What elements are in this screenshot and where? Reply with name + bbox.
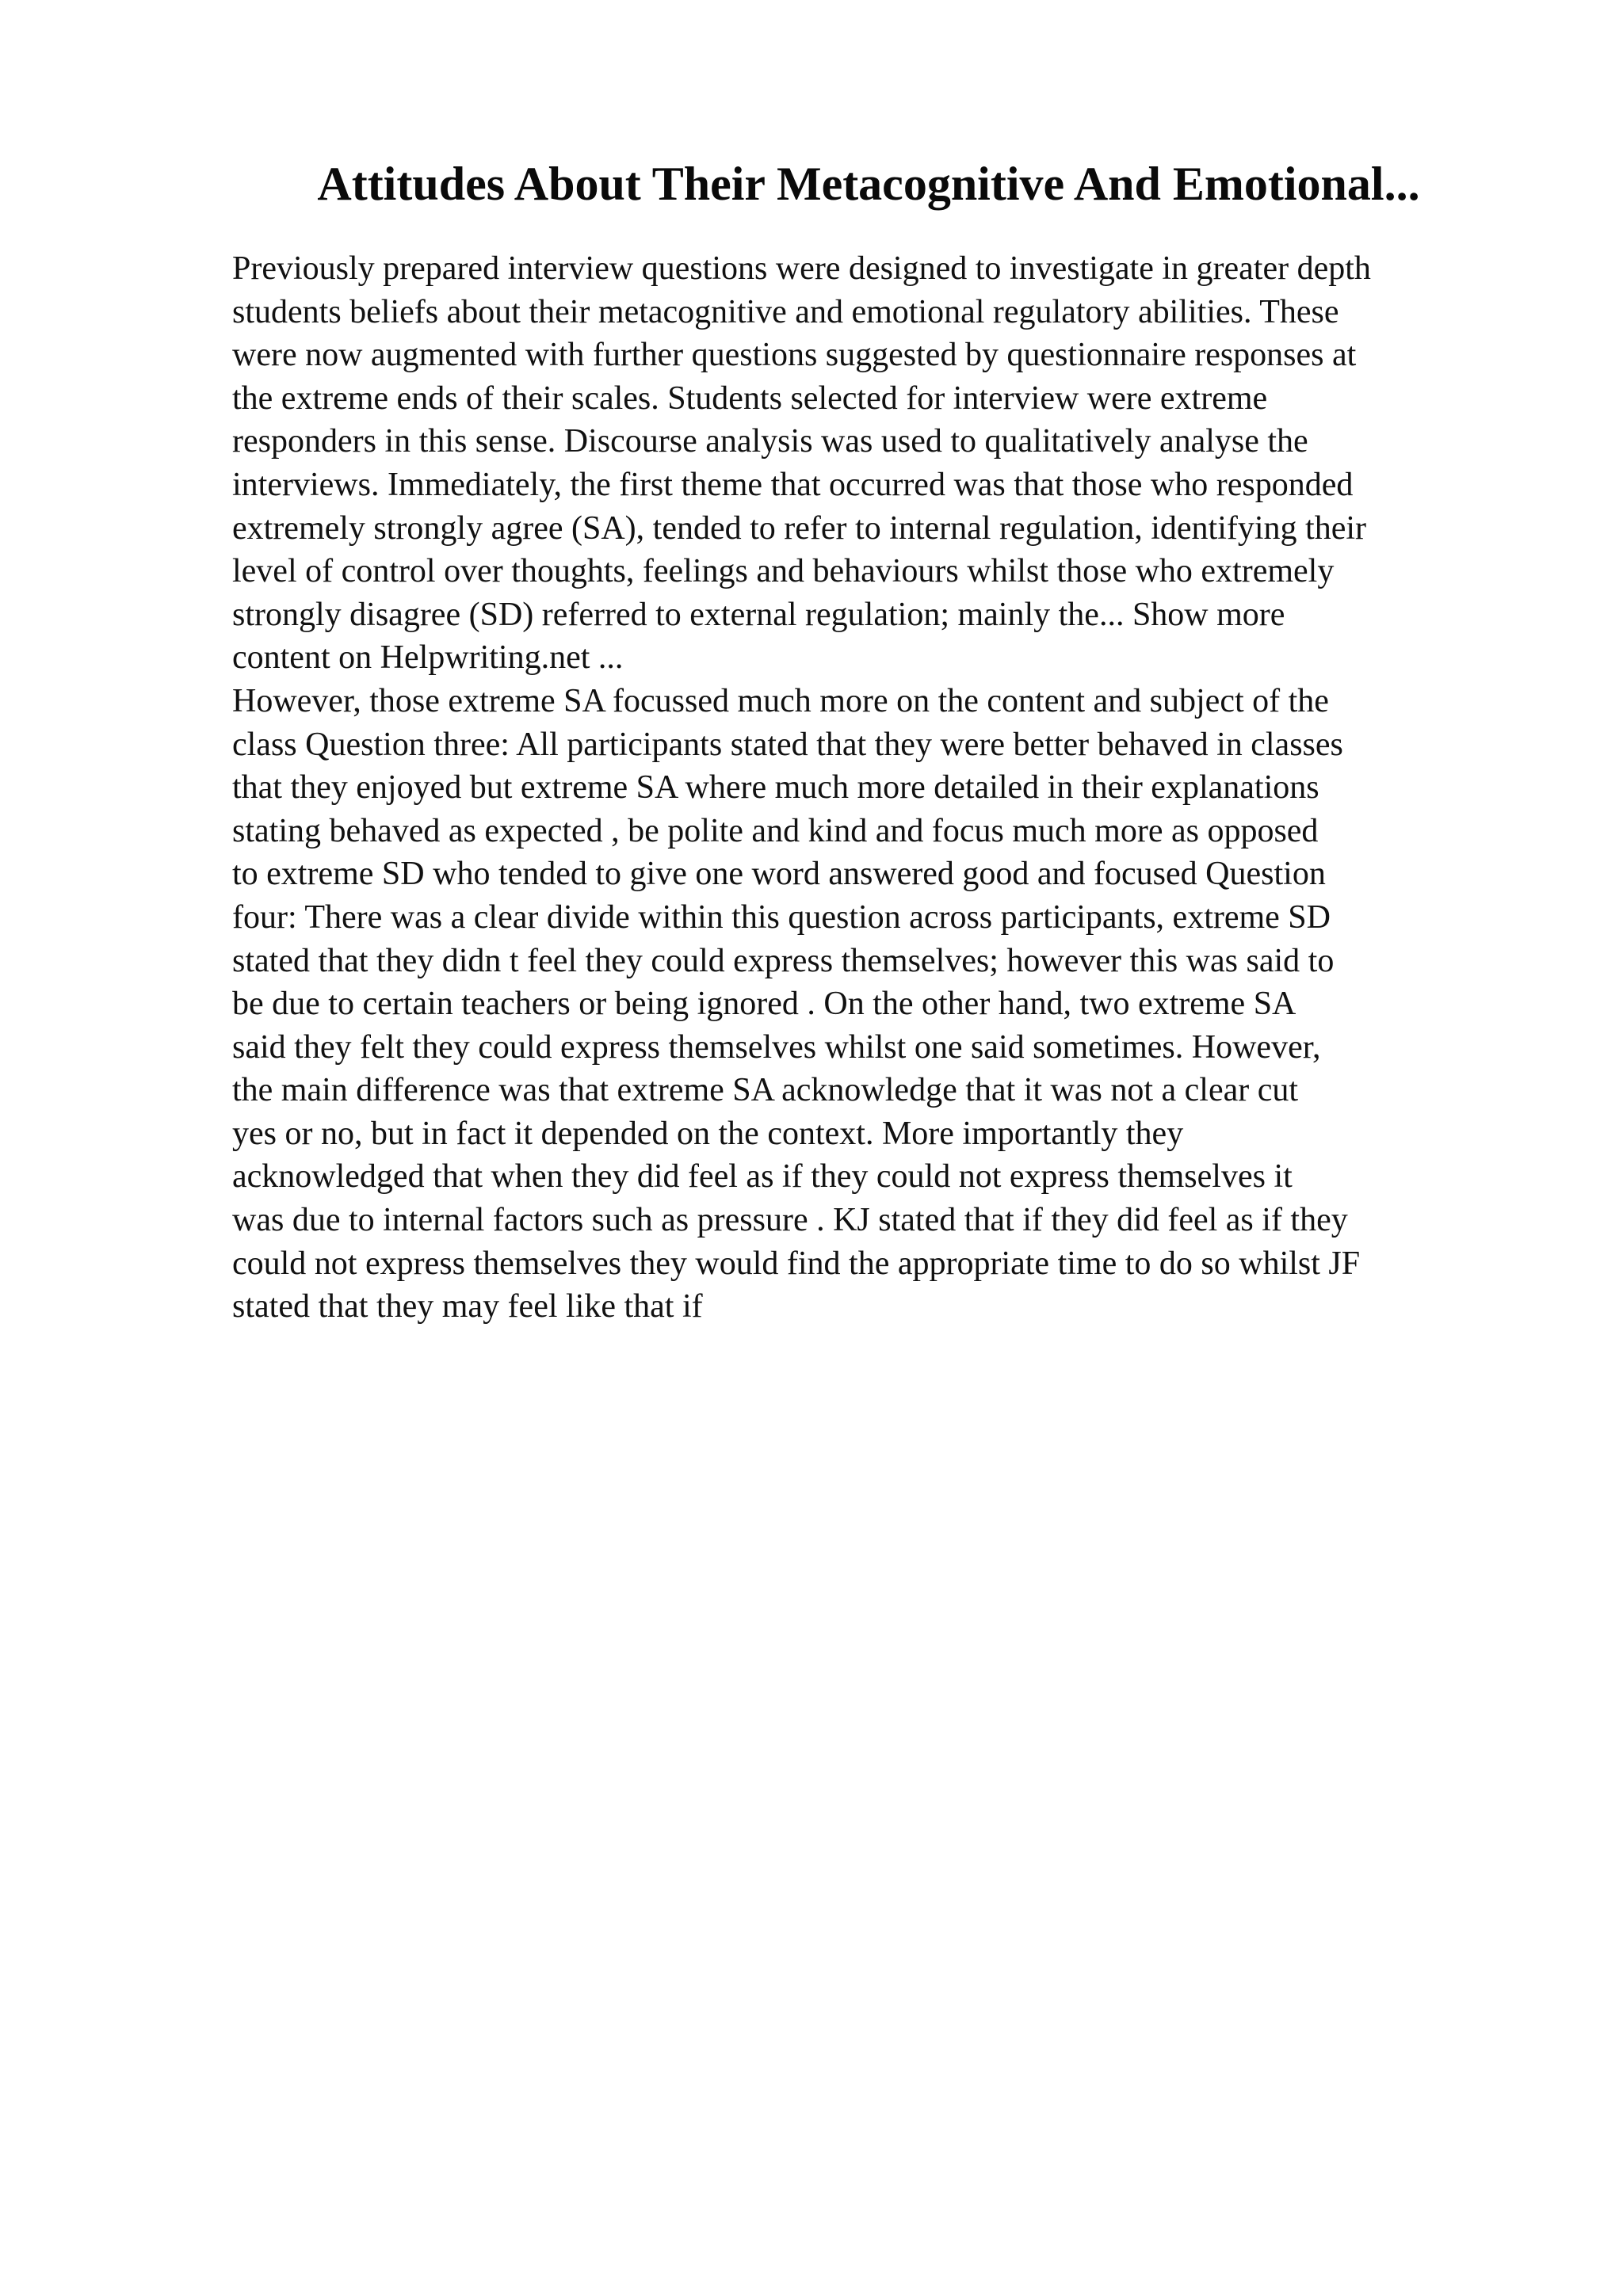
body-line: four: There was a clear divide within this question across participants, extreme SD [232, 898, 1331, 936]
body-line: responders in this sense. Discourse analysis was used to qualitatively analyse the [232, 423, 1308, 460]
body-line: students beliefs about their metacognitive and emotional regulatory abilities. These [232, 293, 1339, 330]
body-line: strongly disagree (SD) referred to external regulation; mainly the... Show more [232, 596, 1285, 633]
body-line: acknowledged that when they did feel as if they could not express themselves it [232, 1158, 1293, 1196]
body-line: content on Helpwriting.net ... [232, 639, 624, 677]
body-line: Previously prepared interview questions were designed to investigate in greater depth [232, 250, 1371, 287]
body-line: that they enjoyed but extreme SA where much more detailed in their explanations [232, 769, 1319, 807]
body-line: However, those extreme SA focussed much more on the content and subject of the [232, 682, 1329, 719]
body-line: were now augmented with further questions suggested by questionnaire responses at [232, 337, 1357, 374]
body-line: extremely strongly agree (SA), tended to refer to internal regulation, identifying their [232, 509, 1367, 547]
body-line: yes or no, but in fact it depended on the context. More importantly they [232, 1115, 1184, 1152]
body-line: the main difference was that extreme SA acknowledge that it was not a clear cut [232, 1072, 1299, 1109]
body-line: class Question three: All participants stated that they were better behaved in classes [232, 726, 1343, 763]
body-line: to extreme SD who tended to give one word answered good and focused Question [232, 856, 1326, 893]
document-body [232, 247, 1548, 1329]
body-line: be due to certain teachers or being ignored . On the other hand, two extreme SA [232, 986, 1296, 1023]
body-line: the extreme ends of their scales. Students selected for interview were extreme [232, 379, 1268, 417]
body-line: level of control over thoughts, feelings and behaviours whilst those who extremely [232, 553, 1335, 590]
body-line: said they felt they could express themselves whilst one said sometimes. However, [232, 1028, 1321, 1066]
body-line: stated that they didn t feel they could express themselves; however this was said to [232, 942, 1335, 979]
document-title: Attitudes About Their Metacognitive And Emotional... [317, 158, 1420, 210]
body-line: stating behaved as expected , be polite and kind and focus much more as opposed [232, 812, 1319, 849]
body-line: interviews. Immediately, the first theme that occurred was that those who responded [232, 466, 1354, 503]
body-line: could not express themselves they would find the appropriate time to do so whilst JF [232, 1245, 1361, 1282]
body-line: was due to internal factors such as pressure . KJ stated that if they did feel as if they [232, 1202, 1348, 1239]
body-line: stated that they may feel like that if [232, 1288, 703, 1325]
